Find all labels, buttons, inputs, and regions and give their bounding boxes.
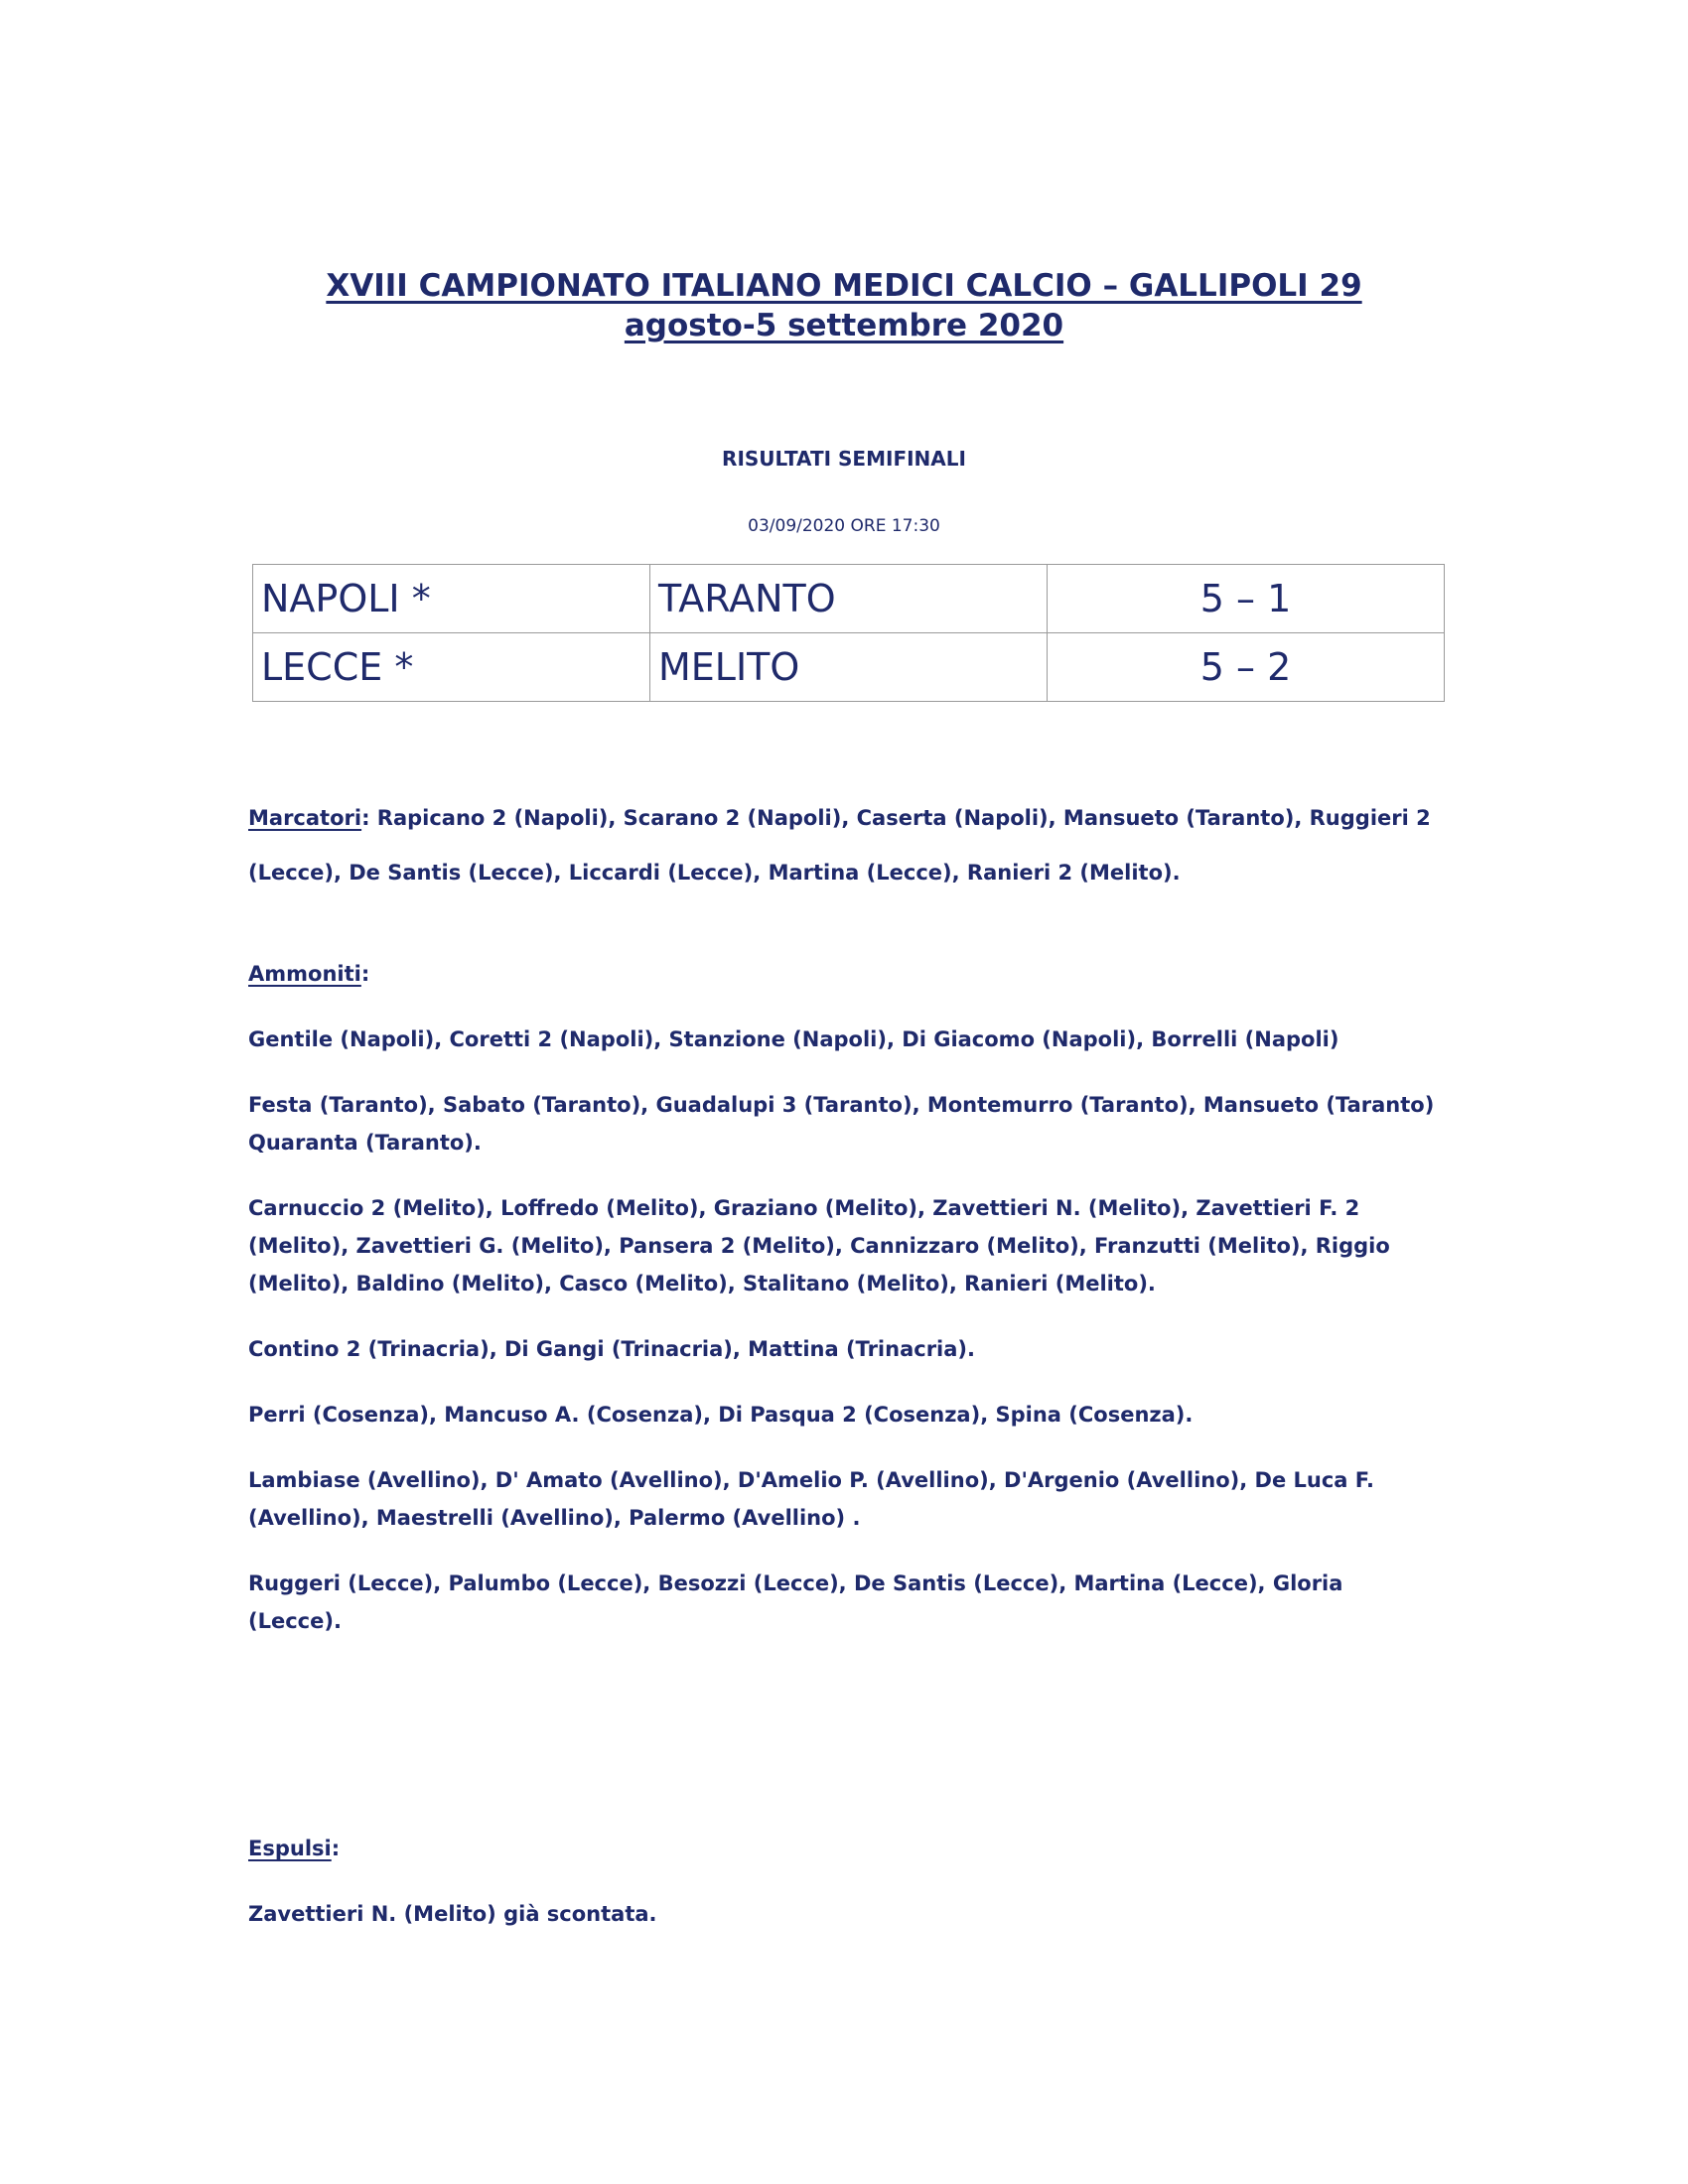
match-datetime: 03/09/2020 ORE 17:30 — [748, 516, 940, 536]
bookings-paragraph: Ruggeri (Lecce), Palumbo (Lecce), Besozzi (Lecce), De Santis (Lecce), Martina (Lecce), Gloria (Lecce). — [248, 1571, 1343, 1633]
scorers-line-2: (Lecce), De Santis (Lecce), Liccardi (Lecce), Martina (Lecce), Ranieri 2 (Melito). — [248, 861, 1181, 885]
home-team-cell: LECCE * — [253, 633, 650, 702]
score-cell: 5 – 2 — [1048, 633, 1445, 702]
bookings-paragraph: Lambiase (Avellino), D' Amato (Avellino), D'Amelio P. (Avellino), D'Argenio (Avellino), De Luca F. (Avellino), Maestrelli (Avellino), Palermo (Avellino) . — [248, 1468, 1375, 1530]
bookings-label: Ammoniti — [248, 962, 361, 986]
page-title — [248, 266, 1440, 345]
results-table — [252, 564, 1445, 702]
expulsions-text: Zavettieri N. (Melito) già scontata. — [248, 1902, 657, 1926]
scorers-line-1 — [248, 791, 1440, 846]
scorers-section — [248, 791, 1440, 900]
title-line-1: XVIII CAMPIONATO ITALIANO MEDICI CALCIO – GALLIPOLI 29 — [326, 268, 1362, 304]
scorers-text-1: : Rapicano 2 (Napoli), Scarano 2 (Napoli), Caserta (Napoli), Mansueto (Taranto), Ruggieri 2 — [361, 806, 1431, 830]
away-team-cell: TARANTO — [650, 565, 1048, 633]
table-row — [253, 633, 1445, 702]
table-row — [253, 565, 1445, 633]
bookings-paragraph: Carnuccio 2 (Melito), Loffredo (Melito), Graziano (Melito), Zavettieri N. (Melito), Zavettieri F. 2 (Melito), Zavettieri G. (Melito), Pansera 2 (Melito), Cannizzaro (Melito), Franzutti (Melito), Riggio (Melito), Baldino (Melito), Casco (Melito), Stalitano (Melito), Ranieri (Melito). — [248, 1196, 1390, 1296]
away-team-cell: MELITO — [650, 633, 1048, 702]
expulsions-heading: Espulsi: — [248, 1837, 341, 1860]
home-team-cell: NAPOLI * — [253, 565, 650, 633]
title-line-2: agosto-5 settembre 2020 — [624, 308, 1064, 343]
expulsions-section — [248, 1830, 1440, 1933]
bookings-paragraph: Perri (Cosenza), Mancuso A. (Cosenza), Di Pasqua 2 (Cosenza), Spina (Cosenza). — [248, 1403, 1194, 1427]
section-subtitle: RISULTATI SEMIFINALI — [722, 447, 966, 471]
score-cell: 5 – 1 — [1048, 565, 1445, 633]
bookings-section — [248, 955, 1440, 1640]
bookings-paragraph: Gentile (Napoli), Coretti 2 (Napoli), Stanzione (Napoli), Di Giacomo (Napoli), Borrelli (Napoli) — [248, 1027, 1339, 1051]
bookings-paragraph: Festa (Taranto), Sabato (Taranto), Guadalupi 3 (Taranto), Montemurro (Taranto), Mansueto (Taranto) Quaranta (Taranto). — [248, 1093, 1435, 1155]
bookings-paragraph: Contino 2 (Trinacria), Di Gangi (Trinacria), Mattina (Trinacria). — [248, 1337, 975, 1361]
scorers-label: Marcatori — [248, 806, 362, 830]
expulsions-label: Espulsi — [248, 1837, 332, 1860]
bookings-heading: Ammoniti: — [248, 962, 370, 986]
